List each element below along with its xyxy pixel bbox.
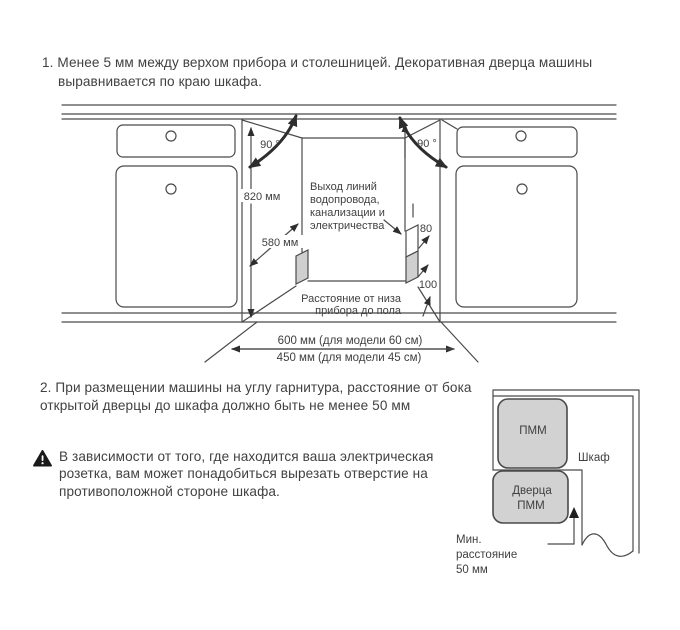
right-drawer-knob — [516, 131, 526, 141]
countertop — [62, 105, 616, 119]
angle-annotation-right — [400, 118, 446, 167]
dim-80-label: 80 — [419, 223, 433, 235]
outlet-note-line4: электричества — [310, 220, 385, 232]
angle-right-label: 90 ° — [417, 138, 437, 150]
floor-note-line2: прибора до пола — [315, 305, 401, 317]
left-service-patch — [296, 250, 308, 284]
cabinet-label: Шкаф — [578, 452, 610, 464]
right-service-patch — [406, 251, 418, 283]
left-door-knob — [166, 184, 176, 194]
break-line — [582, 534, 633, 556]
dishwasher-label: ПММ — [519, 425, 547, 437]
right-door-knob — [517, 184, 527, 194]
warning-note — [33, 448, 473, 500]
door-label-line1: Дверца — [512, 485, 552, 497]
left-cabinet — [116, 125, 237, 307]
warning-icon — [33, 450, 52, 467]
width-dimension — [205, 322, 478, 364]
warning-text: В зависимости от того, где находится ваша электрическая розетка, вам может понадобиться вырезать отверстие на противоположной стороне шкафа. — [59, 449, 434, 499]
right-cabinet-drawer — [457, 127, 577, 157]
outlet-note-line1: Выход линий — [310, 181, 377, 193]
outlet-note-line2: водопровода, — [310, 194, 380, 206]
min-distance-line1: Мин. — [456, 534, 482, 546]
step-1-text: 1. Менее 5 мм между верхом прибора и столешницей. Декоративная дверца машины выравнивается по краю шкафа. — [42, 55, 593, 89]
angle-left-label: 90 ° — [260, 139, 280, 151]
height-820-label: 820 мм — [243, 191, 281, 203]
min-distance-line3: 50 мм — [456, 564, 488, 576]
floor-note-line1: Расстояние от низа — [301, 293, 401, 305]
dim-100-label: 100 — [418, 279, 438, 291]
outlet-note — [310, 181, 401, 234]
depth-580-label: 580 мм — [261, 237, 299, 249]
dishwasher-door-box — [493, 471, 568, 523]
outlet-note-line3: канализации и — [310, 207, 385, 219]
right-cabinet — [442, 120, 577, 307]
width-600-label: 600 мм (для модели 60 см) — [277, 335, 423, 347]
step-2-text: 2. При размещении машины на углу гарнитура, расстояние от бока открытой дверцы до шкафа должно быть не менее 50 мм — [40, 380, 472, 413]
door-label-line2: ПММ — [517, 500, 545, 512]
left-cabinet-drawer — [117, 125, 235, 157]
left-cabinet-door — [116, 166, 237, 307]
width-450-label: 450 мм (для модели 45 см) — [276, 352, 422, 364]
corner-placement-diagram — [448, 383, 648, 583]
min-distance-line2: расстояние — [456, 549, 518, 561]
angle-annotation-left — [250, 116, 296, 190]
right-cabinet-door — [456, 166, 577, 307]
installation-dimensions-diagram — [55, 98, 625, 380]
left-drawer-knob — [166, 131, 176, 141]
